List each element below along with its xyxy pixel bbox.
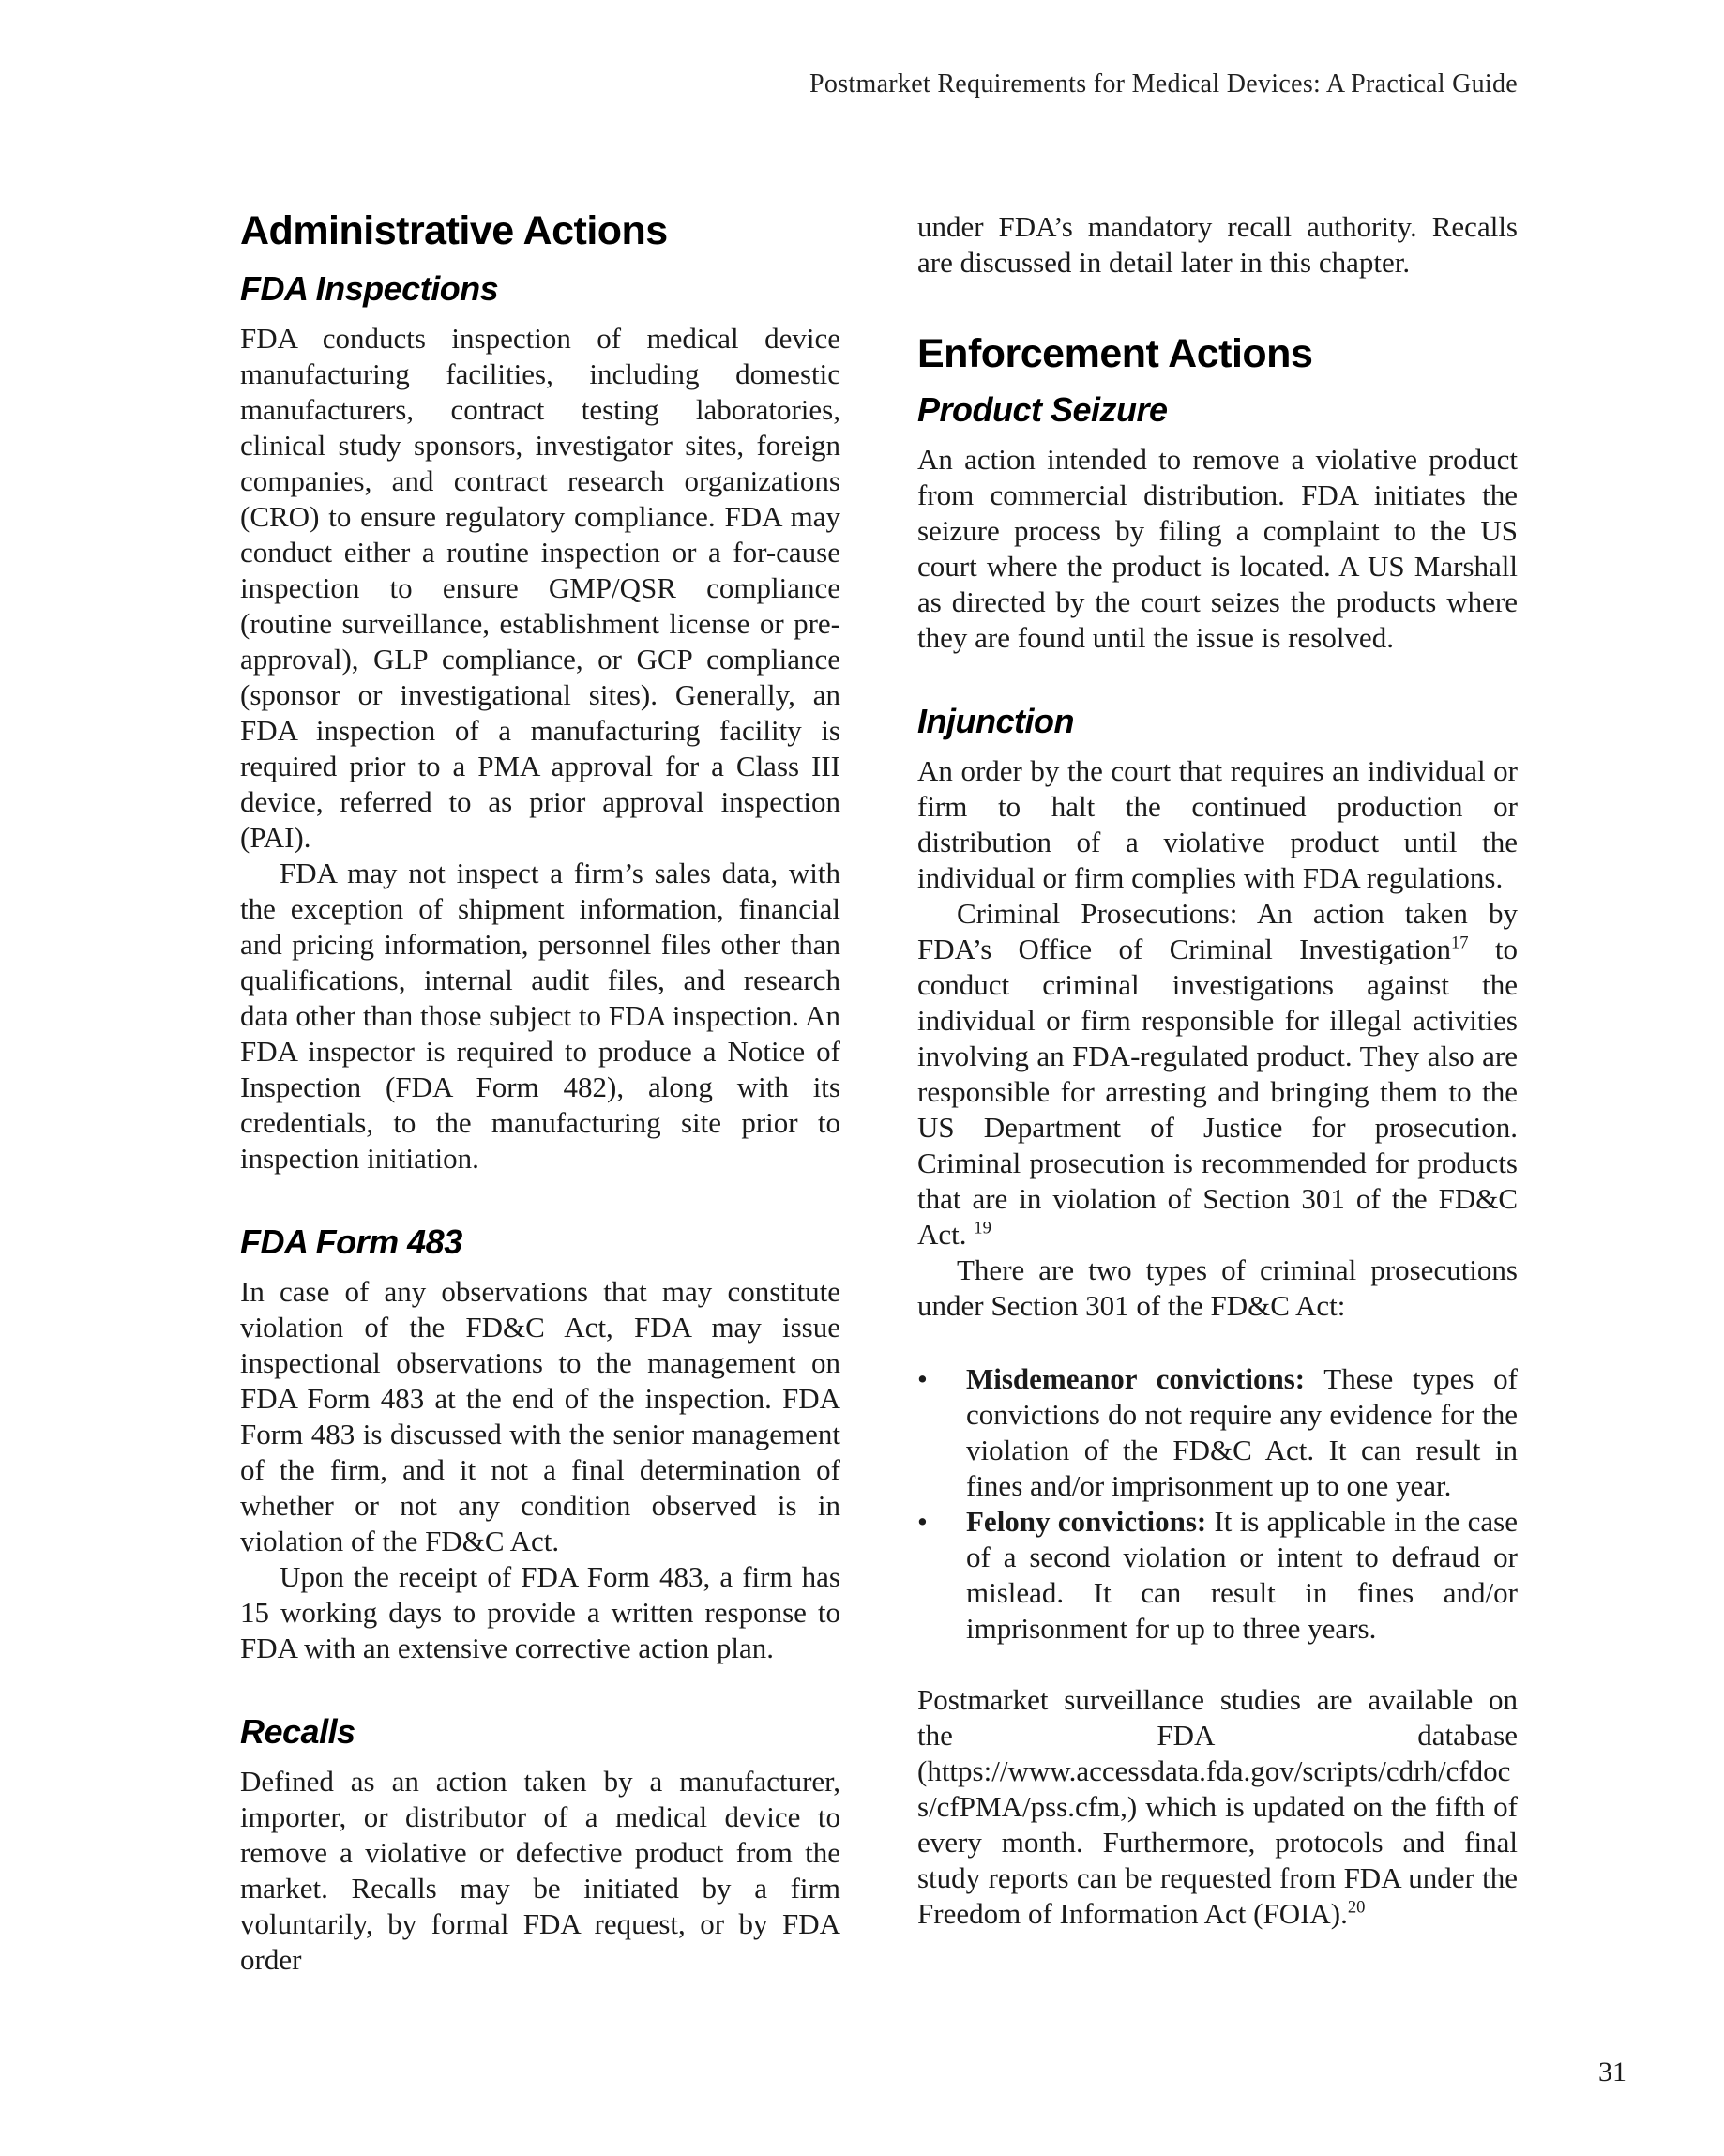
footnote-ref-20: 20: [1347, 1897, 1366, 1918]
right-column: [917, 0, 1518, 1932]
section-heading-enforcement-actions: Enforcement Actions: [917, 331, 1313, 376]
footnote-ref-17: 17: [1450, 933, 1469, 953]
list-item-text: [966, 1361, 1518, 1504]
paragraph-postmarket-surveillance: [917, 1682, 1518, 1932]
subsection-heading-injunction: Injunction: [917, 702, 1074, 740]
running-header: Postmarket Requirements for Medical Devices: A Practical Guide: [809, 69, 1518, 99]
subsection-heading-recalls: Recalls: [240, 1712, 355, 1751]
felony-lead: Felony convictions:: [966, 1505, 1207, 1538]
paragraph-criminal-prosecutions: [917, 896, 1518, 1253]
bullet-icon: •: [917, 1362, 928, 1395]
paragraph-fda-form-483-1: In case of any observations that may constitute violation of the FD&C Act, FDA may issue inspectional observations to the management on FDA Form 483 at the end of the inspection. FDA Form 483 is discussed with the senior management of the firm, and it not a final determination of whether or not any condition observed is in violation of the FD&C Act.: [240, 1275, 840, 1557]
paragraph-injunction-1: An order by the court that requires an individual or firm to halt the continued production or distribution of a violative product until the individual or firm complies with FDA regulations.: [917, 754, 1518, 894]
paragraph-fda-inspections-1: FDA conducts inspection of medical device manufacturing facilities, including domestic manufacturers, contract testing laboratories, clinical study sponsors, investigator sites, foreign companies, and contract research organizations (CRO) to ensure regulatory compliance. FDA may conduct either a routine inspection or a for-cause inspection to ensure GMP/QSR compliance (routine surveillance, establishment license or pre-approval), GLP compliance, or GCP compliance (sponsor or investigational sites). Generally, an FDA inspection of a manufacturing facility is required prior to a PMA approval for a Class III device, referred to as prior approval inspection (PAI).: [240, 322, 840, 854]
misdemeanor-body: These types of convictions do not require any evidence for the violation of the FD&C Act. It can result in fines and/or imprisonment up to one year.: [966, 1362, 1518, 1502]
criminal-prosecutions-text-2: to conduct criminal investigations against the individual or firm responsible for illegal activities involving an FDA-regulated product. They also are responsible for arresting and bringing them to the US Department of Justice for prosecution. Criminal prosecution is recommended for products that are in violation of Section 301 of the FD&C Act.: [917, 933, 1518, 1251]
list-item-felony: [917, 1504, 1518, 1647]
list-item-text: [966, 1504, 1518, 1647]
paragraph-two-types-intro: There are two types of criminal prosecutions under Section 301 of the FD&C Act:: [917, 1253, 1518, 1322]
list-item-misdemeanor: [917, 1361, 1518, 1504]
left-column: [240, 0, 840, 1978]
bullet-icon: •: [917, 1505, 928, 1538]
subsection-heading-product-seizure: Product Seizure: [917, 390, 1168, 429]
felony-body: It is applicable in the case of a second violation or intent to defraud or mislead. It can result in fines and/or imprisonment for up to three years.: [966, 1505, 1518, 1645]
paragraph-recalls-continuation: under FDA’s mandatory recall authority. Recalls are discussed in detail later in this chapter.: [917, 210, 1518, 279]
paragraph-product-seizure-1: An action intended to remove a violative product from commercial distribution. FDA initiates the seizure process by filing a complaint to the US court where the product is located. A US Marshall as directed by the court seizes the products where they are found until the issue is resolved.: [917, 443, 1518, 654]
prosecution-types-list: [917, 1361, 1518, 1647]
paragraph-fda-form-483-2: Upon the receipt of FDA Form 483, a firm has 15 working days to provide a written response to FDA with an extensive corrective action plan.: [240, 1560, 840, 1664]
criminal-prosecutions-text: Criminal Prosecutions: An action taken by FDA’s Office of Criminal Investigation: [917, 897, 1518, 965]
paragraph-recalls-1: Defined as an action taken by a manufacturer, importer, or distributor of a medical device to remove a violative or defective product from the market. Recalls may be initiated by a firm voluntarily, by formal FDA request, or by FDA order: [240, 1765, 840, 1976]
subsection-heading-fda-inspections: FDA Inspections: [240, 269, 499, 308]
footnote-ref-19: 19: [974, 1218, 991, 1238]
subsection-heading-fda-form-483: FDA Form 483: [240, 1222, 462, 1261]
paragraph-fda-inspections-2: FDA may not inspect a firm’s sales data, with the exception of shipment information, financial and pricing information, personnel files other than qualifications, internal audit files, and research data other than those subject to FDA inspection. An FDA inspector is required to produce a Notice of Inspection (FDA Form 482), along with its credentials, to the manufacturing site prior to inspection initiation.: [240, 857, 840, 1175]
postmarket-surveillance-text: Postmarket surveillance studies are available on the FDA database (https://www.accessdata.fda.gov/scripts/cdrh/cfdocs/cfPMA/pss.cfm,) which is updated on the fifth of every month. Furthermore, protocols and final study reports can be requested from FDA under the Freedom of Information Act (FOIA).: [917, 1683, 1518, 1930]
page-number: 31: [1598, 2057, 1626, 2088]
section-heading-administrative-actions: Administrative Actions: [240, 208, 668, 253]
misdemeanor-lead: Misdemeanor convictions:: [966, 1362, 1306, 1395]
